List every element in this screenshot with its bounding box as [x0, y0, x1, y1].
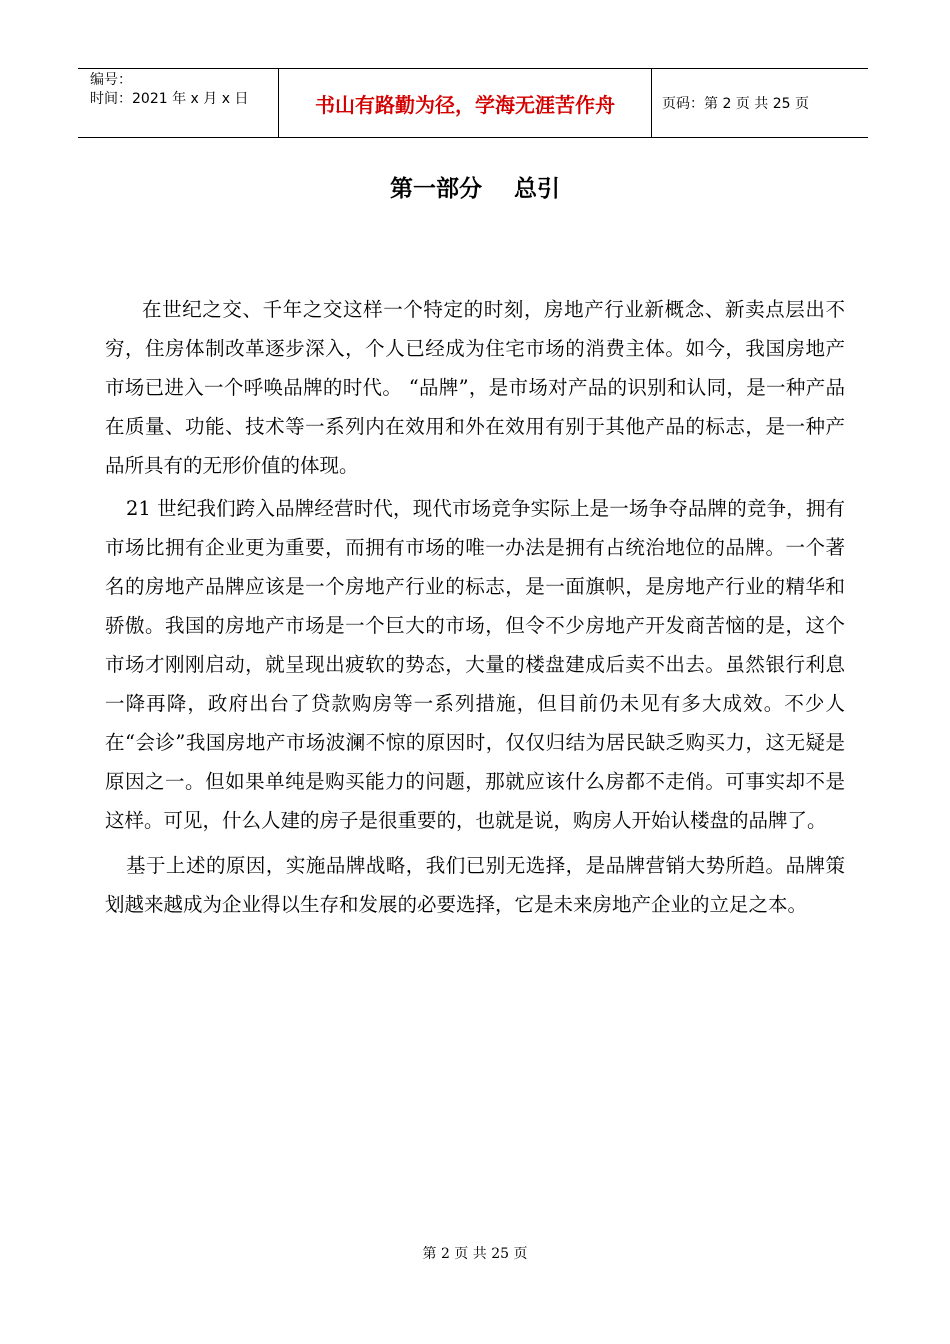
document-time: 时间：2021 年 x 月 x 日	[90, 91, 249, 107]
page-footer: 第 2 页 共 25 页	[422, 1246, 528, 1262]
paragraph-intro: 在世纪之交、千年之交这样一个特定的时刻，房地产行业新概念、新卖点层出不穷，住房体制改革逐步深入，个人已经成为住宅市场的消费主体。如今，我国房地产市场已进入一个呼唤品牌的时代。 “品牌”，是市场对产品的识别和认同，是一种产品在质量、功能、技术等一系列内在效用和外在效用有别于其他产品的标志，是一种产品所具有的无形价值的体现。	[105, 298, 845, 477]
document-header	[78, 68, 868, 138]
header-page-info: 页码：第 2 页 共 25 页	[662, 96, 809, 112]
paragraph-brand-era: 21 世纪我们跨入品牌经营时代，现代市场竞争实际上是一场争夺品牌的竞争，拥有市场比拥有企业更为重要，而拥有市场的唯一办法是拥有占统治地位的品牌。一个著名的房地产品牌应该是一个房地产行业的标志，是一面旗帜，是房地产行业的精华和骄傲。我国的房地产市场是一个巨大的市场，但令不少房地产开发商苦恼的是，这个市场才刚刚启动，就呈现出疲软的势态，大量的楼盘建成后卖不出去。虽然银行利息一降再降，政府出台了贷款购房等一系列措施，但目前仍未见有多大成效。不少人在“会诊”我国房地产市场波澜不惊的原因时，仅仅归结为居民缺乏购买力，这无疑是原因之一。但如果单纯是购买能力的问题，那就应该什么房都不走俏。可事实却不是这样。可见，什么人建的房子是很重要的，也就是说，购房人开始认楼盘的品牌了。	[105, 497, 845, 832]
header-motto: 书山有路勤为径，学海无涯苦作舟	[279, 69, 652, 137]
document-number-label: 编号：	[90, 72, 132, 88]
paragraph-conclusion: 基于上述的原因，实施品牌战略，我们已别无选择，是品牌营销大势所趋。品牌策划越来越成为企业得以生存和发展的必要选择，它是未来房地产企业的立足之本。	[105, 854, 845, 916]
document-body	[105, 290, 845, 924]
header-meta	[78, 69, 279, 137]
page-title: 第一部分 总引	[389, 176, 561, 202]
